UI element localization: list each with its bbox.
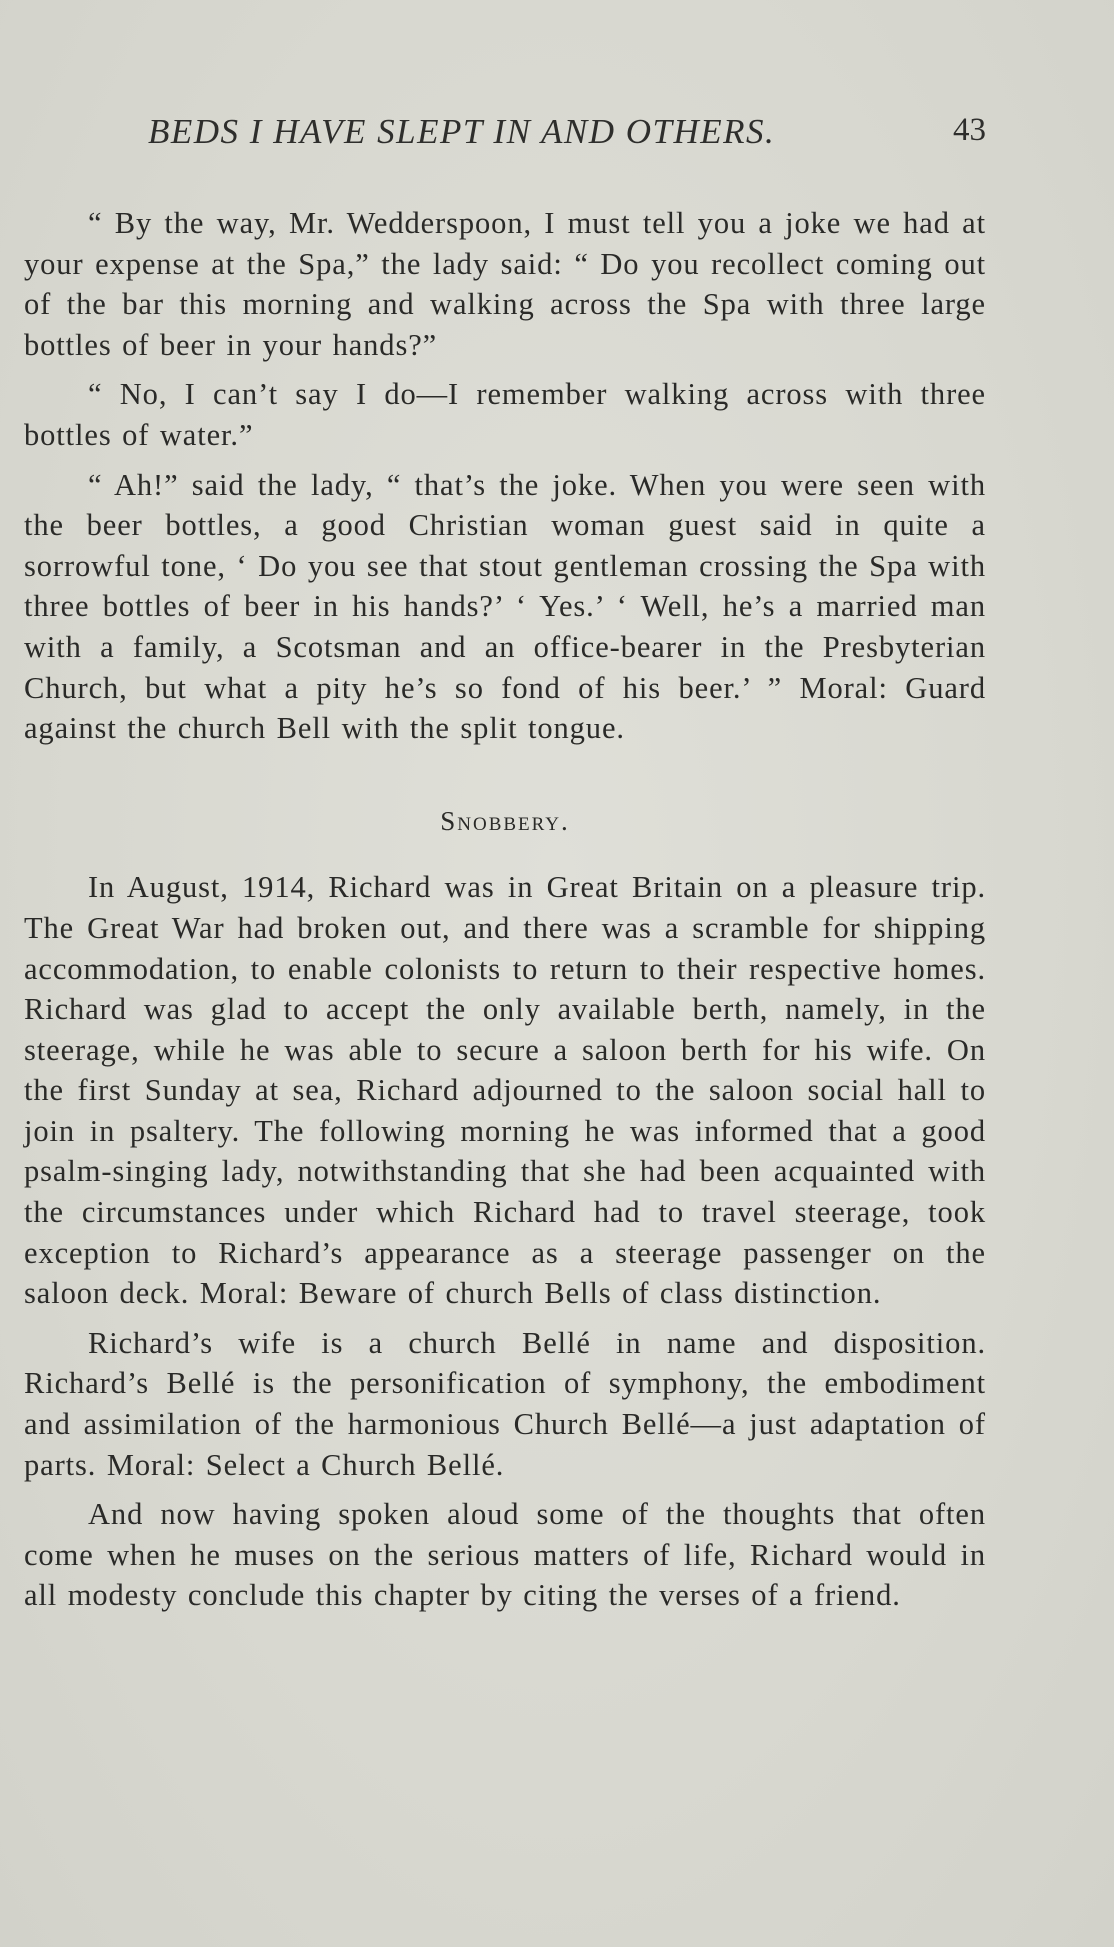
paragraph-conclusion: And now having spoken aloud some of the thoughts that often come when he muses on the serious matters of life, Richard would in all modesty conclude this chapter by citing the verses of a friend. <box>24 1497 986 1613</box>
page-number: 43 <box>953 112 986 148</box>
running-head-title: BEDS I HAVE SLEPT IN AND OTHERS. <box>148 112 776 151</box>
section-heading-snobbery: Snobbery. <box>440 805 570 836</box>
paragraph-joke-intro: “ By the way, Mr. Wedderspoon, I must tell you a joke we had at your expense at the Spa,” the lady said: “ Do you recollect coming out of the bar this morning and walking across the Spa with three large bottles of beer in your hands?” <box>24 206 986 362</box>
page-header <box>148 112 986 160</box>
paragraph-steerage: In August, 1914, Richard was in Great Britain on a pleasure trip. The Great War had broken out, and there was a scramble for shipping accommodation, to enable colonists to return to their respective homes. Richard was glad to accept the only available berth, namely, in the steerage, while he was able to secure a saloon berth for his wife. On the first Sunday at sea, Richard adjourned to the saloon social hall to join in psaltery. The following morning he was informed that a good psalm-singing lady, notwithstanding that she had been acquainted with the circumstances under which Richard had to travel steerage, took exception to Richard’s appearance as a steerage passenger on the saloon deck. Moral: Beware of church Bells of class distinction. <box>24 870 986 1311</box>
paragraph-moral-split-tongue: “ Ah!” said the lady, “ that’s the joke. When you were seen with the beer bottles, a good Christian woman guest said in quite a sorrowful tone, ‘ Do you see that stout gentleman crossing the Spa with three bottles of beer in his hands?’ ‘ Yes.’ ‘ Well, he’s a married man with a family, a Scotsman and an office-bearer in the Presbyterian Church, but what a pity he’s so fond of his beer.’ ” Moral: Guard against the church Bell with the split tongue. <box>24 467 986 746</box>
paragraph-church-belle: Richard’s wife is a church Bellé in name and disposition. Richard’s Bellé is the personification of symphony, the embodiment and assimilation of the harmonious Church Bellé—a just adaptation of parts. Moral: Select a Church Bellé. <box>24 1325 986 1482</box>
paragraph-reply: “ No, I can’t say I do—I remember walking across with three bottles of water.” <box>24 377 986 452</box>
body-text <box>24 203 986 1616</box>
